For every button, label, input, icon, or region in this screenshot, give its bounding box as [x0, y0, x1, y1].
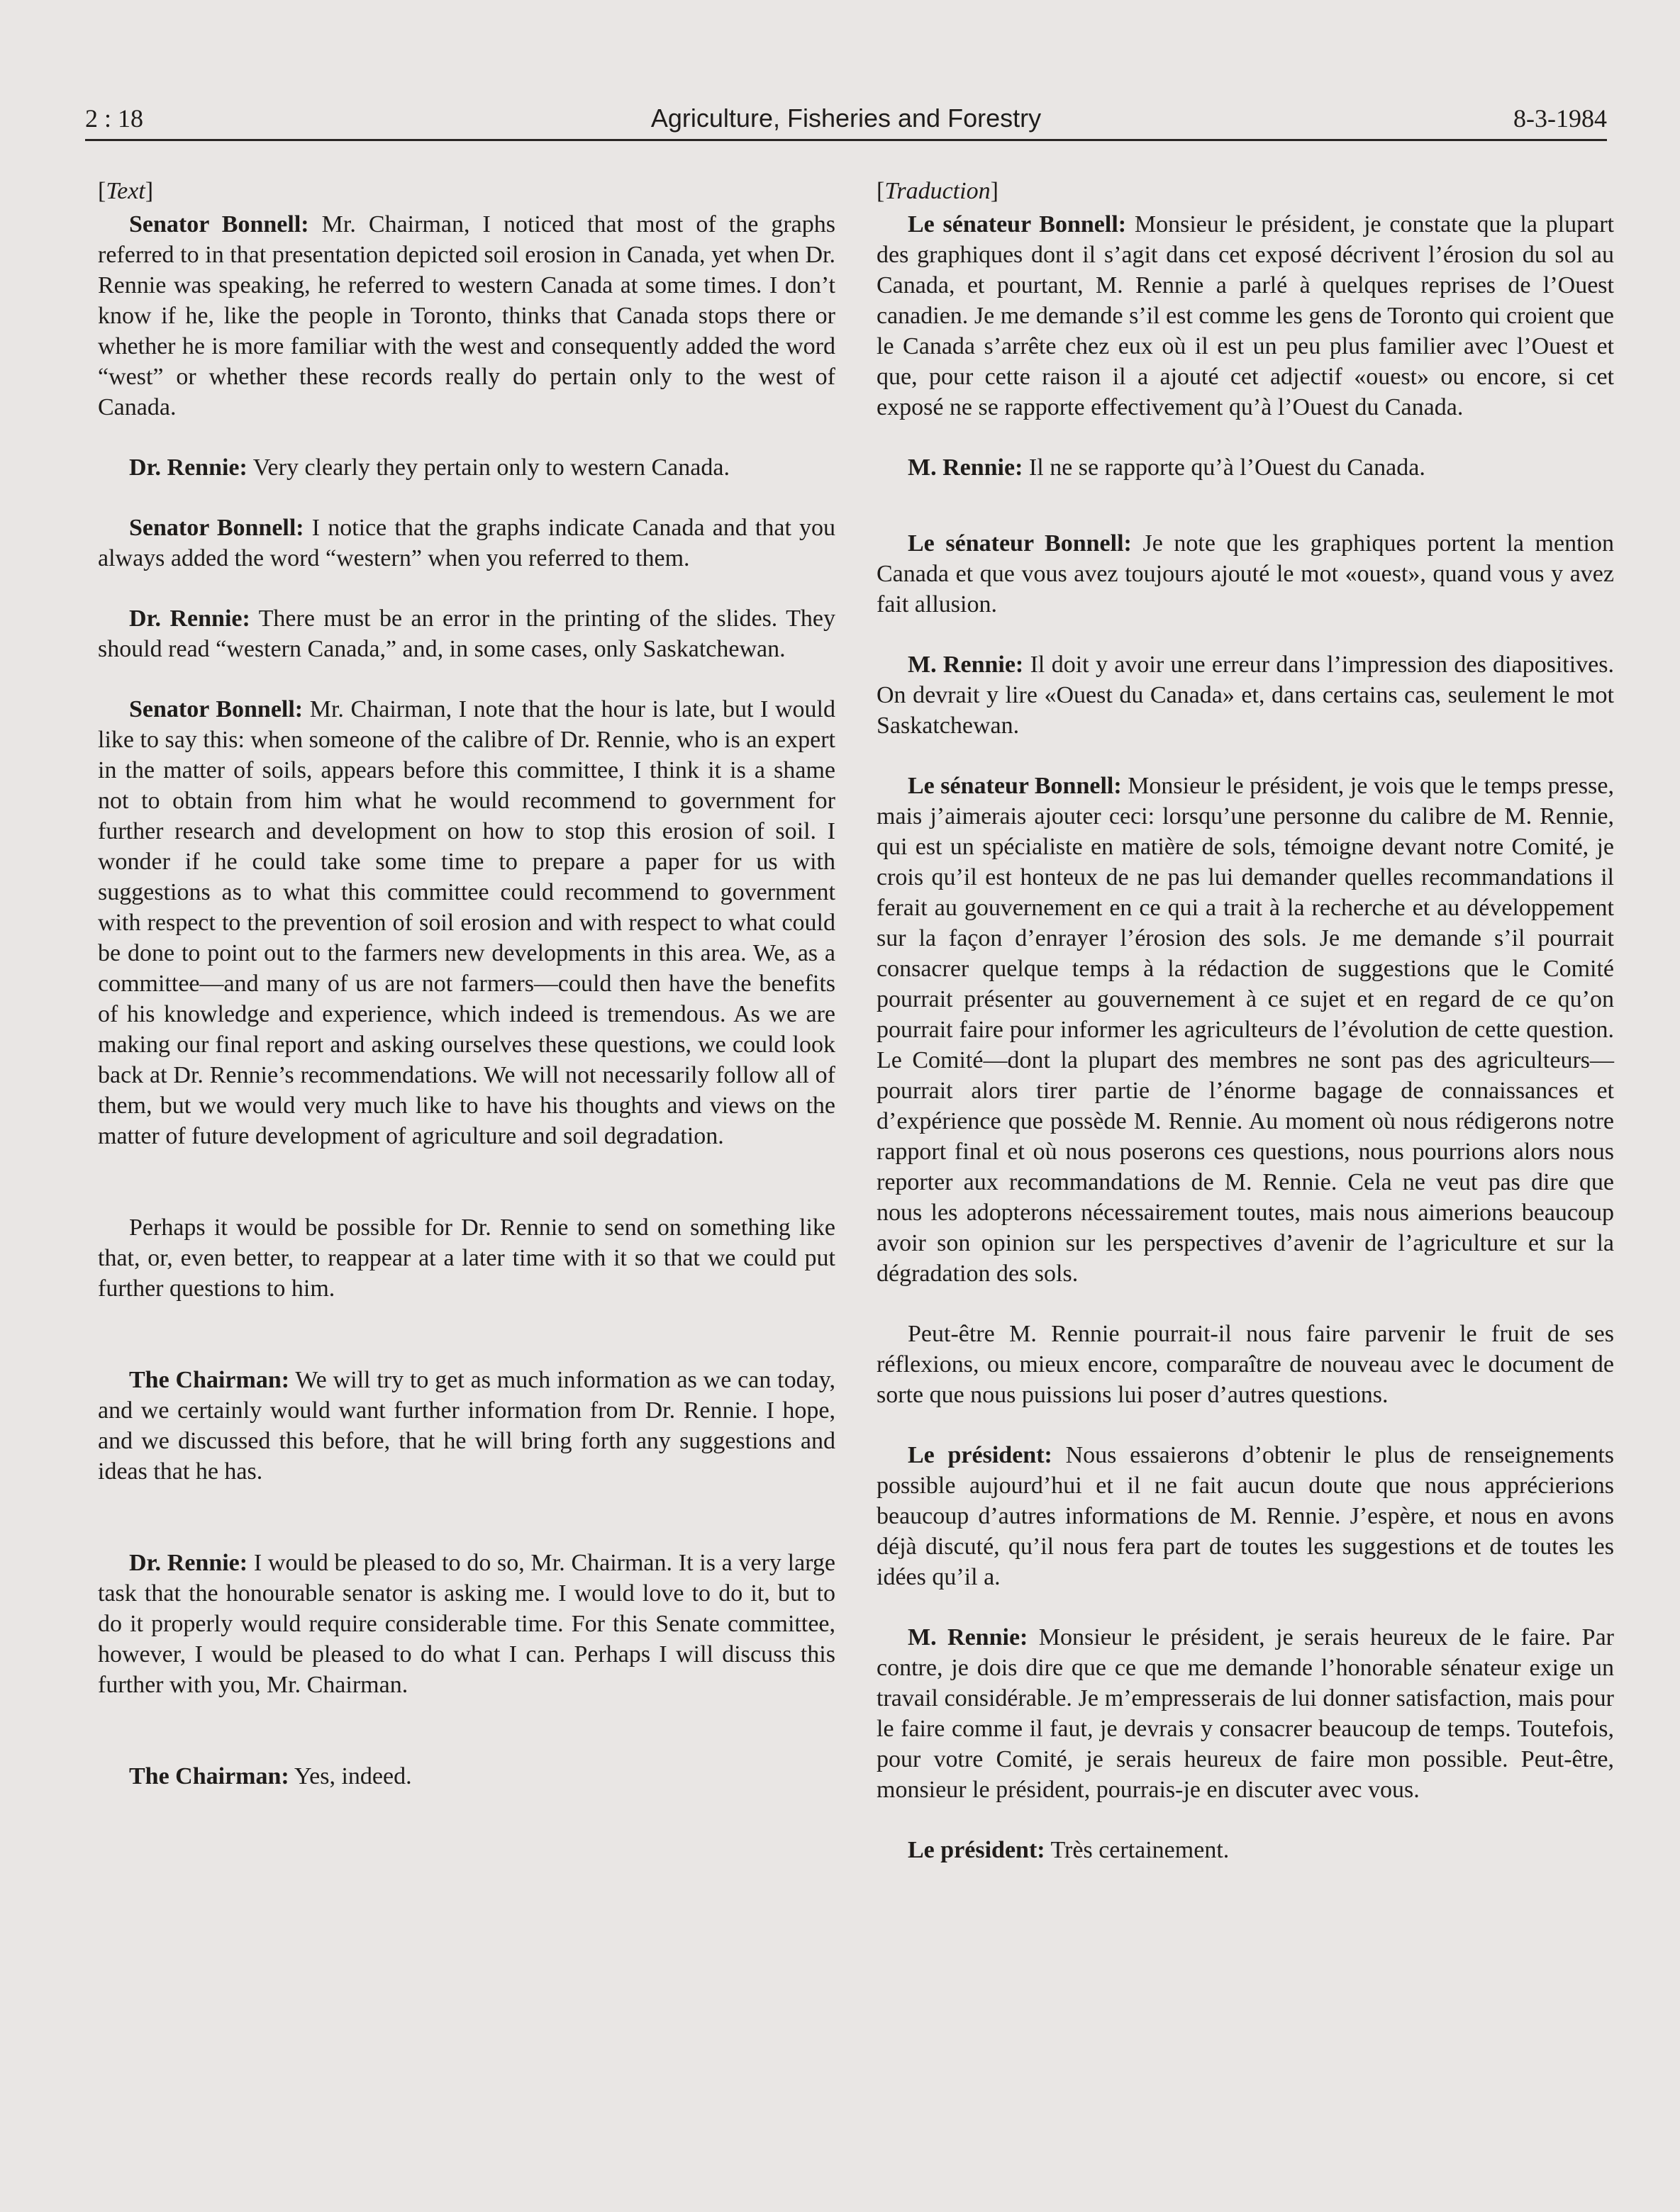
speaker-name: Le sénateur Bonnell:	[908, 530, 1132, 557]
english-column	[98, 176, 835, 1792]
speech-text: Monsieur le président, je serais heureux de le faire. Par contre, je dois dire que ce que me demande l’honorable sénateur exige un travail considérable. Je m’empresserais de lui donner satisfaction, mais pour le faire comme il faut, je devrais y consacrer beaucoup de temps. Toutefois, pour votre Comité, je serais heureux de faire mon possible. Peut-être, monsieur le président, pourrais-je en discuter avec vous.	[877, 1624, 1614, 1803]
paragraph	[877, 771, 1614, 1289]
page-title: Agriculture, Fisheries and Forestry	[650, 104, 1042, 133]
speaker-name: Dr. Rennie:	[129, 1550, 248, 1576]
paragraph	[877, 452, 1614, 483]
speaker-name: Le président:	[908, 1837, 1045, 1863]
speech-text: Il ne se rapporte qu’à l’Ouest du Canada.	[1023, 454, 1425, 481]
speech-text: Monsieur le président, je vois que le temps presse, mais j’aimerais ajouter ceci: lorsqu’une personne du calibre de M. Rennie, qui est un spécialiste en matière de sols, témoigne devant notre Comité, je crois qu’il est honteux de ne pas lui demander quelles recommandations il ferait au gouvernement en ce qui a trait à la recherche et au développement sur la façon d’enrayer l’érosion des sols. Je me demande s’il pourrait consacrer quelque temps à la rédaction de suggestions que le Comité pourrait présenter au gouvernement à ce sujet et en regard de ce qu’on pourrait faire pour informer les agriculteurs de l’évolution de cette question. Le Comité—dont la plupart des membres ne sont pas des agriculteurs—pourrait alors tirer partie de l’énorme bagage de connaissances et d’expérience que possède M. Rennie. Au moment où nous rédigerons notre rapport final et où nous poserons ces questions, nous pourrions alors nous reporter aux recommandations de M. Rennie. Cela ne veut pas dire que nous les adopterons nécessairement toutes, mais nous aimerions beaucoup avoir son opinion sur les perspectives d’avenir de l’agriculture et sur la dégradation des sols.	[877, 773, 1614, 1287]
paragraph	[877, 649, 1614, 741]
page-date: 8-3-1984	[1513, 104, 1607, 133]
speaker-name: M. Rennie:	[908, 454, 1023, 481]
speech-text: Je note que les graphiques portent la mention Canada et que vous avez toujours ajouté le mot «ouest», quand vous y avez fait allusion.	[877, 530, 1614, 618]
speech-text: There must be an error in the printing of the slides. They should read “western Canada,” and, in some cases, only Saskatchewan.	[98, 605, 835, 662]
paragraph	[98, 209, 835, 423]
paragraph	[877, 1622, 1614, 1805]
speech-text: Mr. Chairman, I noticed that most of the graphs referred to in that presentation depicted soil erosion in Canada, yet when Dr. Rennie was speaking, he referred to western Canada at some times. I don’t know if he, like the people in Toronto, thinks that Canada stops there or whether he is more familiar with the west and consequently added the word “west” or whether these records really do pertain only to the west of Canada.	[98, 211, 836, 420]
page-header	[85, 104, 1607, 141]
paragraph	[877, 1440, 1614, 1592]
speaker-name: Senator Bonnell:	[129, 696, 304, 722]
speaker-name: Senator Bonnell:	[129, 211, 309, 238]
speaker-name: Le sénateur Bonnell:	[908, 211, 1127, 238]
speech-text: Mr. Chairman, I note that the hour is late, but I would like to say this: when someone of the calibre of Dr. Rennie, who is an expert in the matter of soils, appears before this committee, I think it is a shame not to obtain from him what he would recommend to government for further research and development on how to stop this erosion of soil. I wonder if he could take some time to prepare a paper for us with suggestions as to what this committee could recommend to government with respect to the prevention of soil erosion and with respect to what could be done to point out to the farmers new developments in this area. We, as a committee—and many of us are not farmers—could then have the benefits of his knowledge and experience, which indeed is tremendous. As we are making our final report and asking ourselves these questions, we could look back at Dr. Rennie’s recommendations. We will not necessarily follow all of them, but we would very much like to have his thoughts and views on the matter of future development of agriculture and soil degradation.	[98, 696, 835, 1149]
paragraph	[877, 1319, 1614, 1410]
paragraph	[98, 694, 835, 1151]
speaker-name: Le président:	[908, 1442, 1052, 1468]
speaker-name: The Chairman:	[129, 1763, 289, 1789]
page-number: 2 : 18	[85, 104, 144, 133]
speech-text: We will try to get as much information as we can today, and we certainly would want further information from Dr. Rennie. I hope, and we discussed this before, that he will bring forth any suggestions and ideas that he has.	[98, 1367, 835, 1485]
paragraph	[98, 1365, 835, 1487]
speech-text: Very clearly they pertain only to western Canada.	[247, 454, 730, 481]
speech-text: Très certainement.	[1045, 1837, 1230, 1863]
speaker-name: Dr. Rennie:	[129, 605, 250, 632]
speaker-name: Senator Bonnell:	[129, 515, 304, 541]
paragraph	[98, 452, 835, 483]
paragraph	[877, 528, 1614, 620]
french-column	[877, 176, 1614, 1865]
paragraph	[877, 209, 1614, 423]
speech-text: Peut-être M. Rennie pourrait-il nous faire parvenir le fruit de ses réflexions, ou mieux encore, comparaître de nouveau avec le document de sorte que nous puissions lui poser d’autres questions.	[877, 1321, 1614, 1408]
speaker-name: M. Rennie:	[908, 652, 1024, 678]
speaker-name: Dr. Rennie:	[129, 454, 247, 481]
paragraph	[98, 603, 835, 664]
speaker-name: The Chairman:	[129, 1367, 290, 1393]
paragraph	[877, 1835, 1614, 1865]
speech-text: Nous essaierons d’obtenir le plus de renseignements possible aujourd’hui et il ne fait aucun doute que nous apprécierions beaucoup d’autres informations de M. Rennie. J’espère, et nous en avons déjà discuté, qu’il nous fera part de toutes les suggestions et de toutes les idées qu’il a.	[877, 1442, 1614, 1590]
speech-text: Il doit y avoir une erreur dans l’impression des diapositives. On devrait y lire «Ouest du Canada» et, dans certains cas, seulement le mot Saskatchewan.	[877, 652, 1614, 739]
paragraph	[98, 1761, 835, 1792]
section-label-text: [Text]	[98, 178, 154, 204]
speaker-name: Le sénateur Bonnell:	[908, 773, 1122, 799]
paragraph	[98, 1548, 835, 1700]
speech-text: Perhaps it would be possible for Dr. Rennie to send on something like that, or, even better, to reappear at a later time with it so that we could put further questions to him.	[98, 1214, 835, 1302]
speaker-name: M. Rennie:	[908, 1624, 1028, 1650]
speech-text: I notice that the graphs indicate Canada and that you always added the word “western” when you referred to them.	[98, 515, 836, 571]
section-label-traduction: [Traduction]	[877, 178, 998, 204]
speech-text: Yes, indeed.	[289, 1763, 412, 1789]
speech-text: Monsieur le président, je constate que la plupart des graphiques dont il s’agit dans cet exposé décrivent l’érosion du sol au Canada, et pourtant, M. Rennie a parlé à quelques reprises de l’Ouest canadien. Je me demande s’il est comme les gens de Toronto qui croient que le Canada s’arrête chez eux où il est un peu plus familier avec l’Ouest et que, pour cette raison il a ajouté cet adjectif «ouest» ou encore, si cet exposé ne se rapporte effectivement qu’à l’Ouest du Canada.	[877, 211, 1614, 420]
paragraph	[98, 1212, 835, 1304]
speech-text: I would be pleased to do so, Mr. Chairman. It is a very large task that the honourable senator is asking me. I would love to do it, but to do it properly would require considerable time. For this Senate committee, however, I would be pleased to do what I can. Perhaps I will discuss this further with you, Mr. Chairman.	[98, 1550, 835, 1698]
paragraph	[98, 513, 835, 574]
